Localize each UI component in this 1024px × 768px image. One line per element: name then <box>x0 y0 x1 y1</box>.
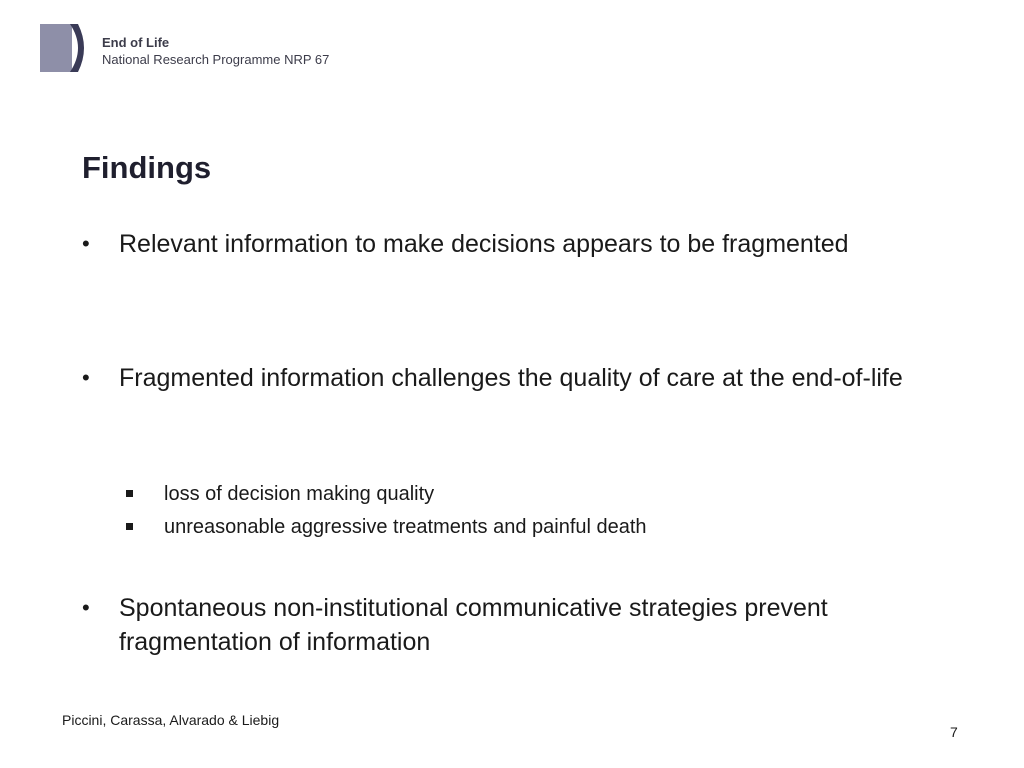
bullet-text: Spontaneous non-institutional communicative strategies prevent fragmentation of information <box>119 594 828 656</box>
logo-line-2: National Research Programme NRP 67 <box>102 52 330 67</box>
sub-bullet-text: loss of decision making quality <box>164 483 435 505</box>
nrp-logo-icon <box>40 24 88 72</box>
bullet-text: Relevant information to make decisions appears to be fragmented <box>119 230 849 258</box>
slide-title: Findings <box>82 150 212 185</box>
bullet-text: Fragmented information challenges the quality of care at the end-of-life <box>119 364 903 392</box>
bullet-glyph: • <box>82 595 90 620</box>
logo-line-1: End of Life <box>102 35 170 50</box>
bullet-glyph: • <box>82 231 90 256</box>
square-bullet-icon <box>126 523 133 530</box>
bullet-glyph: • <box>82 365 90 390</box>
nrp-logo <box>40 24 340 74</box>
footer-authors: Piccini, Carassa, Alvarado & Liebig <box>62 712 280 728</box>
square-bullet-icon <box>126 490 133 497</box>
logo-text <box>102 34 329 68</box>
sub-bullet-text: unreasonable aggressive treatments and painful death <box>164 516 647 538</box>
page-number: 7 <box>950 724 958 740</box>
